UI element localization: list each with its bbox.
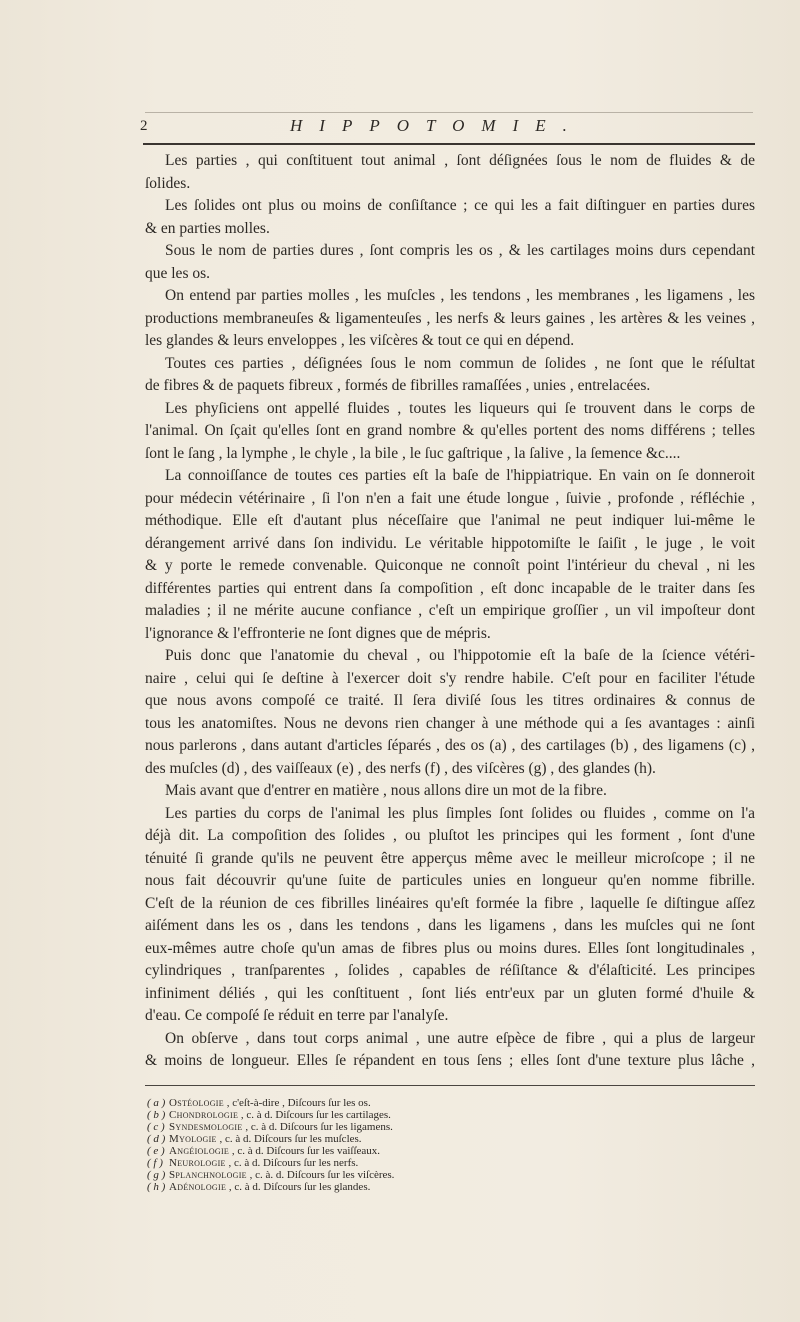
text-line: nous parlerons , dans autant d'articles ſéparés , des os (a) , des cartilages (b) , des ligamens (c) , [145, 737, 755, 754]
text-line: de fibres & de paquets fibreux , formés de fibrilles ramaſſées , unies , entrelacées. [145, 377, 651, 394]
footnote [147, 1109, 747, 1121]
footnote-marker: ( a ) [147, 1097, 166, 1109]
running-title: HIPPOTOMIE. [290, 116, 584, 135]
footnote-text: , c. à d. Diſcours ſur les cartilages. [238, 1109, 391, 1121]
footnote [147, 1097, 747, 1109]
paragraph [145, 1028, 755, 1073]
text-line: eux-mêmes autre choſe qu'un amas de fibres plus ou moins dures. Elles ſont longitudinales , [145, 939, 755, 957]
footnote-text: , c'eſt-à-dire , Diſcours ſur les os. [223, 1097, 371, 1109]
text-line: aiſément dans les os , dans les tendons , dans les ligamens , dans les muſcles qui ne ſont [145, 917, 755, 934]
footnote-term: Neurologie [169, 1157, 226, 1169]
footnote-marker: ( c ) [147, 1121, 165, 1133]
paragraph [145, 353, 755, 398]
text-line: des muſcles (d) , des vaiſſeaux (e) , des nerfs (f) , des viſcères (g) , des glandes (h). [145, 759, 656, 777]
text-line: différentes parties qui entrent dans ſa compoſition , eſt donc incapable de le traiter dans ſes [145, 579, 755, 597]
paragraph [145, 240, 755, 285]
text-line: ténuité ſi grande qu'ils ne peuvent être apperçus même avec le meilleur microſcope ; il ne [145, 849, 755, 867]
text-line: déjà dit. La compoſition des ſolides , ou pluſtot les principes qui les forment , ſont d'une [145, 827, 755, 844]
text-line: ſont le ſang , la lymphe , le chyle , la bile , le ſuc gaſtrique , la ſalive , la ſemence &c.... [145, 444, 681, 462]
footnote [147, 1157, 747, 1169]
footnote-text: , c. à d. Diſcours ſur les glandes. [226, 1181, 371, 1193]
paragraph [145, 465, 755, 645]
text-line: Puis donc que l'anatomie du cheval , ou l'hippotomie eſt la baſe de la ſcience vétéri- [165, 647, 755, 664]
footnote-text: , c. à d. Diſcours ſur les nerfs. [225, 1157, 359, 1169]
text-line: naire , celui qui ſe deſtine à l'exercer doit s'y rendre habile. C'eſt pour en faciliter l'étude [145, 669, 755, 687]
footnote-marker: ( h ) [147, 1181, 166, 1193]
text-line: les glandes & leurs enveloppes , les viſcères & tout ce qui en dépend. [145, 332, 575, 349]
body-text [145, 150, 755, 1073]
text-line: productions membraneuſes & ligamenteuſes , les nerfs & leurs gaines , les artères & les veines , [145, 309, 755, 327]
top-rule [145, 112, 753, 113]
text-line: Les phyſiciens ont appellé fluides , toutes les liqueurs qui ſe trouvent dans le corps de [165, 399, 755, 417]
footnote-rule [145, 1085, 755, 1086]
header-rule [143, 143, 755, 145]
text-line: Mais avant que d'entrer en matière , nous allons dire un mot de la fibre. [165, 782, 607, 799]
footnote-marker: ( e ) [147, 1145, 165, 1157]
text-line: Toutes ces parties , déſignées ſous le nom commun de ſolides , ne ſont que le réſultat [165, 354, 755, 372]
footnote-text: , c. à d. Diſcours ſur les muſcles. [216, 1133, 362, 1145]
paragraph [145, 195, 755, 240]
footnote-text: , c. à d. Diſcours ſur les vaiſſeaux. [229, 1145, 381, 1157]
text-line: Les parties , qui conſtituent tout animal , ſont déſignées ſous le nom de fluides & de [165, 152, 755, 169]
text-line: l'ignorance & l'effronterie ne ſont dignes que de mépris. [145, 624, 491, 642]
text-line: dérangement arrivé dans ſon individu. Le véritable hippotomiſte le ſaiſit , le juge , le voit [145, 534, 755, 552]
footnote-marker: ( g ) [147, 1169, 166, 1181]
paragraph [145, 150, 755, 195]
footnote-text: , c. à. d. Diſcours ſur les viſcères. [246, 1169, 395, 1181]
footnote-term: Angéiologie [169, 1145, 230, 1157]
footnote [147, 1133, 747, 1145]
footnote [147, 1169, 747, 1181]
footnote-term: Myologie [169, 1133, 217, 1145]
text-line: La connoiſſance de toutes ces parties eſt la baſe de l'hippiatrique. En vain on ſe donneroit [165, 467, 755, 484]
text-line: pour médecin vétérinaire , ſi l'on n'en a fait une étude longue , ſuivie , profonde , réfléchie , [145, 489, 755, 507]
text-line: l'animal. On ſçait qu'elles ſont en grand nombre & qu'elles portent des noms différens ; telles [145, 422, 755, 439]
text-line: Sous le nom de parties dures , ſont compris les os , & les cartilages moins durs cependant [165, 242, 755, 259]
footnote-term: Chondrologie [169, 1109, 239, 1121]
footnote-term: Syndesmologie [169, 1121, 243, 1133]
text-line: nous fait découvrir qu'une ſuite de particules unies en longueur qu'en nomme fibrille. [145, 872, 755, 889]
text-line: & moins de longueur. Elles ſe répandent en tous ſens ; elles ſont d'une texture plus lâche , [145, 1052, 755, 1069]
footnote [147, 1145, 747, 1157]
text-line: que les os. [145, 264, 211, 282]
text-line: ſolides. [145, 174, 191, 192]
paragraph [145, 803, 755, 1028]
text-line: C'eſt de la réunion de ces fibrilles linéaires qu'eſt formée la fibre , laquelle ſe diſtingue aſſez [145, 894, 755, 912]
footnote-term: Ostéologie [169, 1097, 224, 1109]
paragraph [145, 398, 755, 466]
text-line: & en parties molles. [145, 219, 270, 237]
paragraph [145, 285, 755, 353]
text-line: On entend par parties molles , les muſcles , les tendons , les membranes , les ligamens , les [165, 287, 755, 304]
text-line: méthodique. Elle eſt d'autant plus néceſſaire que l'animal ne peut indiquer lui-même le [145, 512, 755, 529]
footnote [147, 1181, 747, 1193]
footnote-term: Splanchnologie [169, 1169, 247, 1181]
text-line: infiniment déliés , qui les conſtituent , ſont liés entr'eux par un gluten formé d'huile & [145, 984, 755, 1002]
text-line: d'eau. Ce compoſé ſe réduit en terre par l'analyſe. [145, 1007, 449, 1024]
footnote-marker: ( d ) [147, 1133, 166, 1145]
text-line: maladies ; il ne mérite aucune confiance , c'eſt un empirique groſſier , un vil impoſteur dont [145, 602, 755, 619]
text-line: que nous avons compoſé ce traité. Il ſera diviſé ſous les titres ordinaires & connus de [145, 692, 755, 709]
paragraph [145, 780, 755, 803]
footnotes [147, 1097, 747, 1193]
text-line: cylindriques , tranſparentes , ſolides , capables de réſiſtance & d'élaſticité. Les principes [145, 962, 755, 979]
footnote-text: , c. à d. Diſcours ſur les ligamens. [242, 1121, 393, 1133]
paragraph [145, 645, 755, 780]
footnote-term: Adénologie [169, 1181, 227, 1193]
text-line: Les parties du corps de l'animal les plus ſimples ſont ſolides ou fluides , comme on l'a [165, 804, 755, 822]
text-line: Les ſolides ont plus ou moins de conſiſtance ; ce qui les a fait diſtinguer en parties dures [165, 197, 755, 214]
footnote-marker: ( b ) [147, 1109, 166, 1121]
text-line: On obſerve , dans tout corps animal , une autre eſpèce de fibre , qui a plus de largeur [165, 1029, 755, 1047]
page-number: 2 [140, 118, 148, 134]
text-line: tous les anatomiſtes. Nous ne devons rien changer à une méthode qui a ſes avantages : ainſi [145, 714, 755, 732]
footnote-marker: ( f ) [147, 1157, 163, 1169]
footnote [147, 1121, 747, 1133]
text-line: & y porte le remede convenable. Quiconque ne connoît point l'intérieur du cheval , ni les [145, 557, 755, 574]
